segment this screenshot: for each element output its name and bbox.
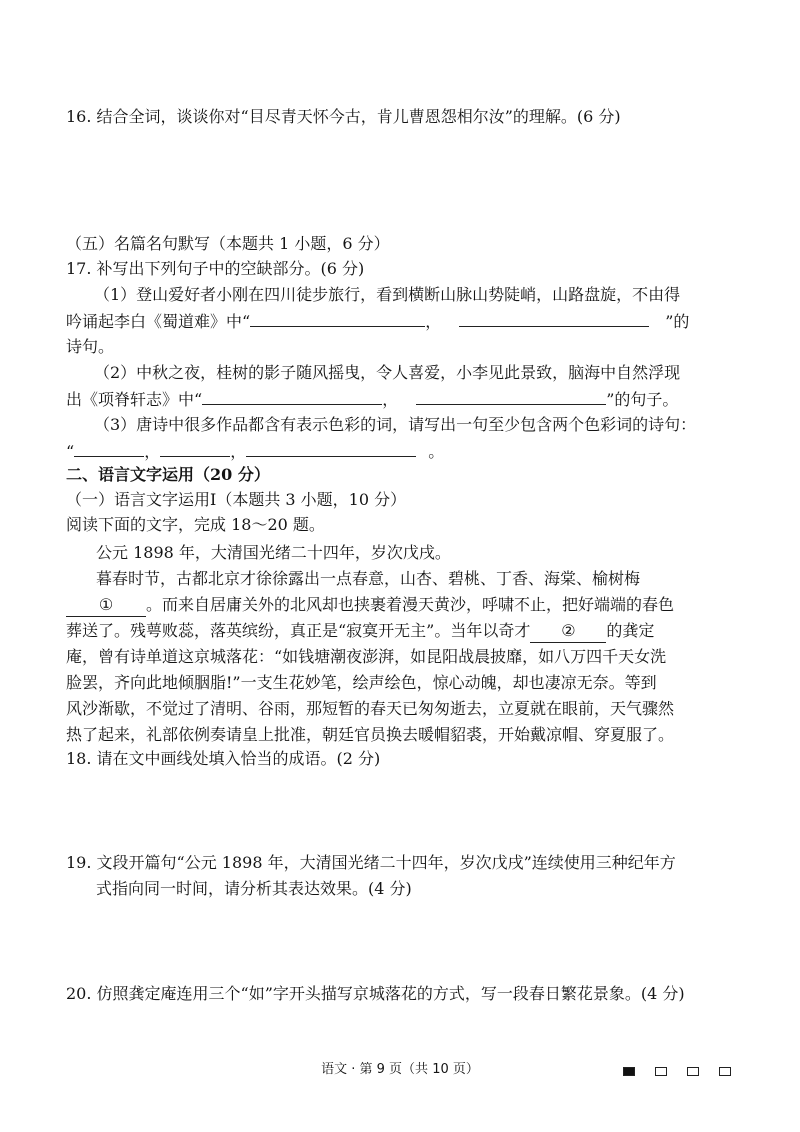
q17-part1-text-c: ”的 <box>665 312 690 331</box>
blank-2[interactable]: ② <box>530 620 606 643</box>
question-16: 16. 结合全词，谈谈你对“目尽青天怀今古，肯儿曹恩怨相尔汝”的理解。(6 分) <box>66 107 621 126</box>
question-19-line2: 式指向同一时间，请分析其表达效果。(4 分) <box>96 879 412 898</box>
question-18: 18. 请在文中画线处填入恰当的成语。(2 分) <box>66 749 381 768</box>
q17-part3-line1: （3）唐诗中很多作品都含有表示色彩的词，请写出一句至少包含两个色彩词的诗句： <box>94 415 697 434</box>
reading-instruction: 阅读下面的文字，完成 18～20 题。 <box>66 515 325 534</box>
square-icon <box>687 1067 699 1076</box>
q17-part2-line2 <box>66 388 678 411</box>
q17-part3-text-a: “ <box>66 442 75 461</box>
q17-part3-line2 <box>66 440 444 463</box>
question-17-stem: 17. 补写出下列句子中的空缺部分。(6 分) <box>66 259 365 278</box>
square-icon <box>655 1067 667 1076</box>
passage-line-5: 庵，曾有诗单道这京城落花：“如钱塘潮夜澎湃，如昆阳战晨披靡，如八万四千天女洗 <box>66 647 667 666</box>
square-icon <box>719 1067 731 1076</box>
q17-part1-text-a: 吟诵起李白《蜀道难》中“ <box>66 312 251 331</box>
section-5-heading: （五）名篇名句默写（本题共 1 小题，6 分） <box>66 234 390 253</box>
passage-line-4 <box>66 620 654 643</box>
page-position-marks <box>623 1061 751 1080</box>
passage-line-2: 暮春时节，古都北京才徐徐露出一点春意，山杏、碧桃、丁香、海棠、榆树梅 <box>96 569 641 588</box>
answer-blank[interactable] <box>250 310 425 327</box>
q17-part2-text-a: 出《项脊轩志》中“ <box>66 390 203 409</box>
q17-part1-line3: 诗句。 <box>66 337 115 356</box>
q17-part1-text-b: ， <box>425 312 442 331</box>
answer-blank[interactable] <box>246 440 416 457</box>
q17-part3-text-d: 。 <box>428 442 445 461</box>
part-2-heading: 二、语言文字运用（20 分） <box>66 465 270 484</box>
answer-blank[interactable] <box>74 440 144 457</box>
filled-square-icon <box>623 1067 635 1076</box>
q17-part1-line2 <box>66 310 689 333</box>
subsection-1-heading: （一）语言文字运用Ⅰ（本题共 3 小题，10 分） <box>66 490 407 509</box>
answer-blank[interactable] <box>160 440 230 457</box>
answer-blank[interactable] <box>202 388 382 405</box>
q17-part3-text-c: ， <box>230 442 247 461</box>
q17-part3-text-b: ， <box>144 442 161 461</box>
passage-line-4-text-a: 葬送了。残萼败蕊，落英缤纷，真正是“寂寞开无主”。当年以奇才 <box>66 621 531 640</box>
passage-line-6: 脸罢，齐向此地倾胭脂!”一支生花妙笔，绘声绘色，惊心动魄，却也凄凉无奈。等到 <box>66 673 657 692</box>
answer-blank[interactable] <box>459 310 649 327</box>
passage-line-1: 公元 1898 年，大清国光绪二十四年，岁次戊戌。 <box>96 543 451 562</box>
blank-1[interactable]: ① <box>66 594 146 617</box>
passage-line-3-text: 。而来自居庸关外的北风却也挟裹着漫天黄沙，呼啸不止，把好端端的春色 <box>146 595 675 614</box>
passage-line-3 <box>66 594 674 617</box>
question-20: 20. 仿照龚定庵连用三个“如”字开头描写京城落花的方式，写一段春日繁花景象。(4 分) <box>66 984 685 1003</box>
answer-blank[interactable] <box>416 388 606 405</box>
q17-part2-text-c: ”的句子。 <box>606 390 679 409</box>
q17-part1-line1: （1）登山爱好者小刚在四川徒步旅行，看到横断山脉山势陡峭，山路盘旋，不由得 <box>94 285 681 304</box>
page-footer: 语文 · 第 9 页（共 10 页） <box>321 1062 479 1077</box>
q17-part2-line1: （2）中秋之夜，桂树的影子随风摇曳，令人喜爱，小李见此景致，脑海中自然浮现 <box>94 363 681 382</box>
question-19-line1: 19. 文段开篇句“公元 1898 年，大清国光绪二十四年，岁次戊戌”连续使用三种纪年方 <box>66 853 676 872</box>
passage-line-7: 风沙渐歇，不觉过了清明、谷雨，那短暂的春天已匆匆逝去，立夏就在眼前，天气骤然 <box>66 699 675 718</box>
q17-part2-text-b: ， <box>382 390 399 409</box>
passage-line-4-text-b: 的龚定 <box>606 621 655 640</box>
passage-line-8: 热了起来，礼部依例奏请皇上批准，朝廷官员换去暖帽貂裘，开始戴凉帽、穿夏服了。 <box>66 725 675 744</box>
